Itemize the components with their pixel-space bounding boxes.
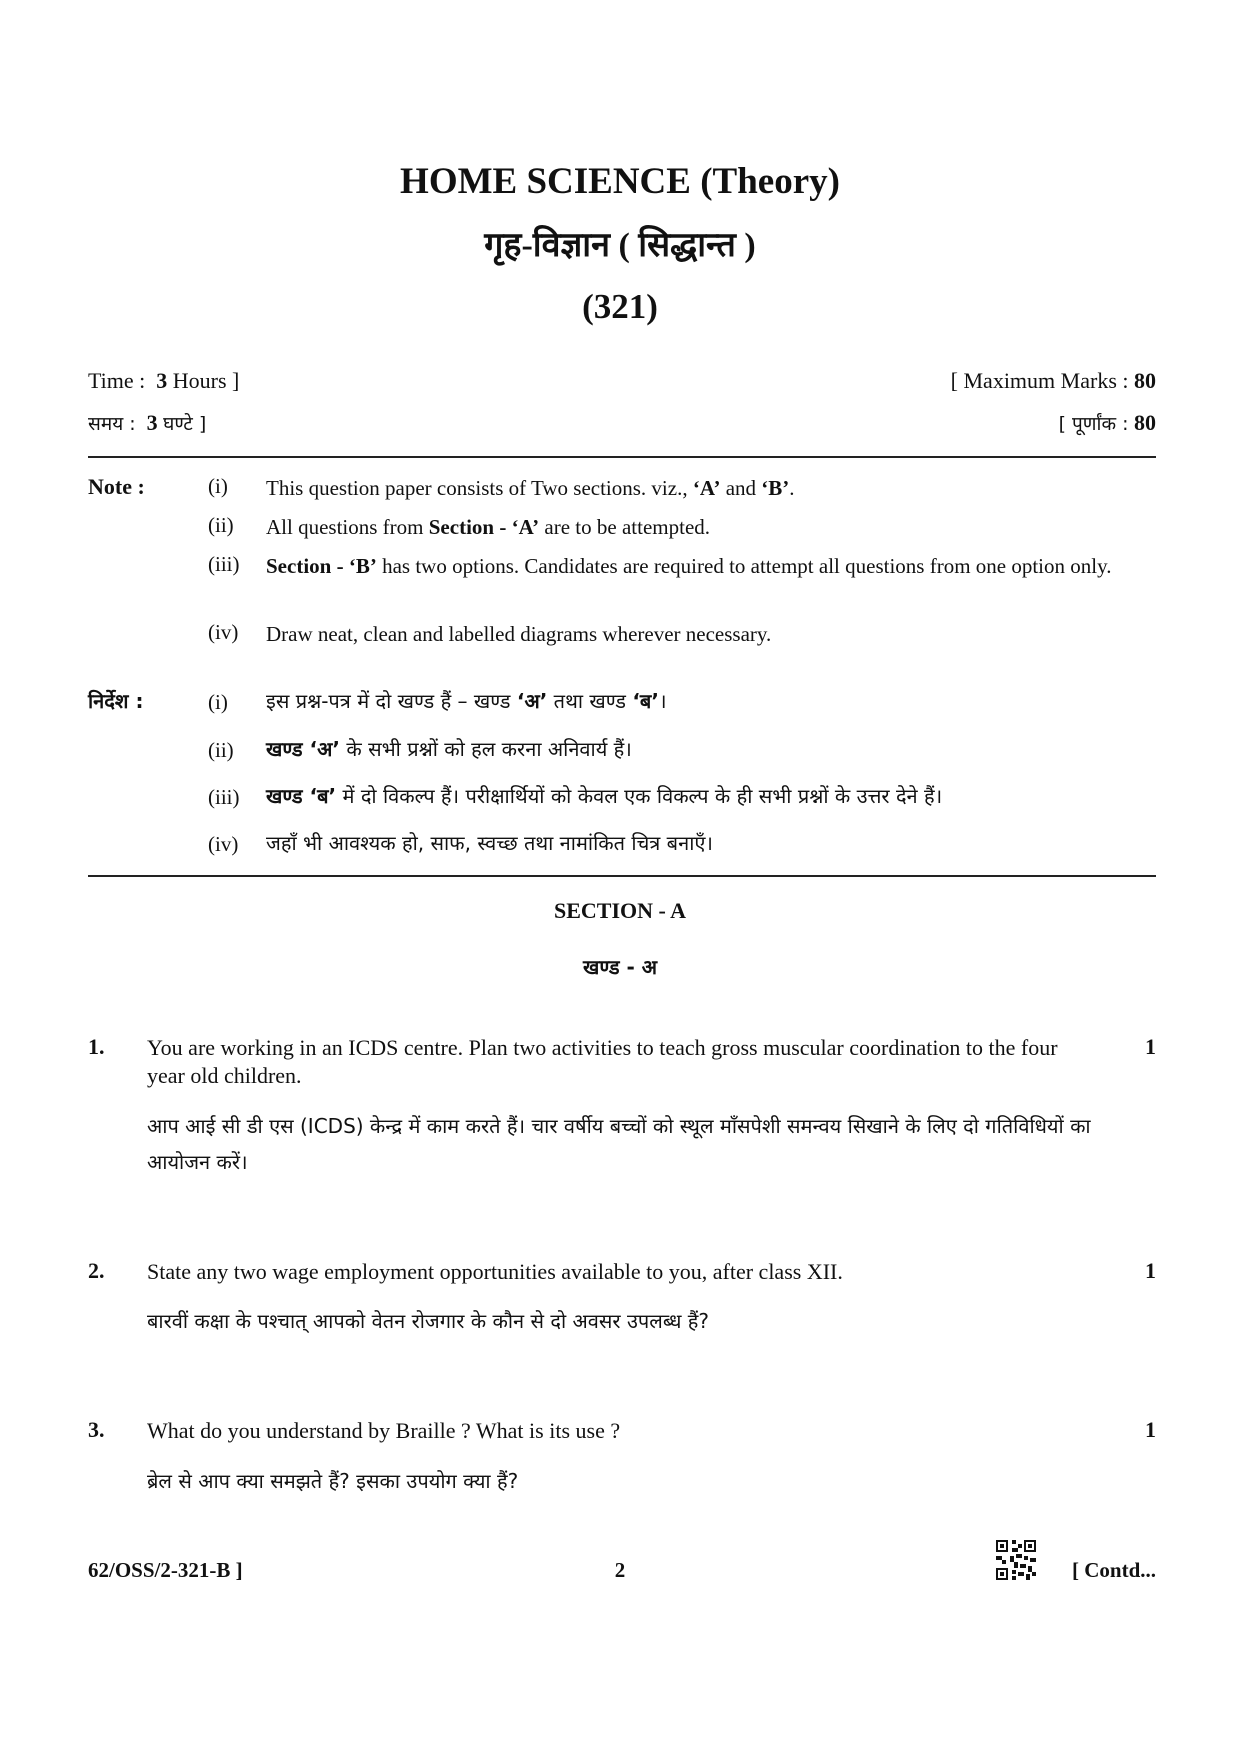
nirdesh-item: जहाँ भी आवश्यक हो, साफ, स्वच्छ तथा नामांकित चित्र बनाएँ।	[266, 831, 714, 855]
question-text-hindi: ब्रेल से आप क्या समझते हैं? इसका उपयोग क्या हैं?	[147, 1469, 519, 1493]
nirdesh-item: खण्ड ‘अ’ के सभी प्रश्नों को हल करना अनिवार्य हैं।	[266, 737, 632, 761]
note-number: (ii)	[208, 513, 234, 537]
question-marks: 1	[1145, 1258, 1156, 1283]
divider-bottom	[88, 875, 1156, 877]
paper-footer-code: 62/OSS/2-321-B ]	[88, 1558, 243, 1582]
paper-title-english: HOME SCIENCE (Theory)	[400, 161, 840, 202]
question-text-english: You are working in an ICDS centre. Plan two activities to teach gross muscular coordination to the four year old children.	[147, 1035, 1058, 1088]
section-heading-hindi: खण्ड - अ	[582, 955, 658, 979]
nirdesh-number: (iv)	[208, 832, 239, 856]
qr-code-icon	[996, 1540, 1036, 1580]
question-marks: 1	[1145, 1417, 1156, 1442]
question-number: 2.	[88, 1258, 105, 1283]
question-number: 3.	[88, 1417, 105, 1442]
time-english: Time : 3 Hours ]	[88, 368, 240, 393]
nirdesh-number: (i)	[208, 690, 228, 714]
note-item: Section - ‘B’ has two options. Candidates are required to attempt all questions from one option only.	[266, 554, 1112, 578]
question-text-hindi: आप आई सी डी एस (ICDS) केन्द्र में काम करते हैं। चार वर्षीय बच्चों को स्थूल माँसपेशी समन्वय सिखाने के लिए दो गतिविधियों का आयोजन करें।	[147, 1114, 1091, 1174]
note-item: Draw neat, clean and labelled diagrams wherever necessary.	[266, 622, 772, 646]
nirdesh-number: (iii)	[208, 785, 240, 809]
question-text-english: State any two wage employment opportunities available to you, after class XII.	[147, 1259, 843, 1284]
time-hindi: समय : 3 घण्टे ]	[88, 410, 207, 435]
question-text-english: What do you understand by Braille ? What is its use ?	[147, 1418, 621, 1443]
divider-top	[88, 456, 1156, 458]
continued-marker: [ Contd...	[1071, 1558, 1156, 1582]
max-marks-hindi: [ पूर्णांक : 80	[1058, 410, 1156, 435]
note-label: Note :	[88, 474, 145, 499]
section-heading-english: SECTION - A	[553, 898, 687, 923]
page-number: 2	[614, 1558, 626, 1582]
note-number: (i)	[208, 474, 228, 498]
nirdesh-item: इस प्रश्न-पत्र में दो खण्ड हैं – खण्ड ‘अ’ तथा खण्ड ‘ब’।	[266, 689, 667, 713]
note-item: All questions from Section - ‘A’ are to be attempted.	[266, 515, 711, 539]
question-marks: 1	[1145, 1034, 1156, 1059]
paper-code: (321)	[582, 287, 658, 326]
paper-title-hindi: गृह-विज्ञान ( सिद्धान्त )	[484, 227, 756, 264]
note-number: (iii)	[208, 552, 240, 576]
nirdesh-number: (ii)	[208, 738, 234, 762]
question-text-hindi: बारवीं कक्षा के पश्चात् आपको वेतन रोजगार के कौन से दो अवसर उपलब्ध हैं?	[147, 1309, 710, 1333]
nirdesh-label: निर्देश :	[88, 689, 144, 713]
nirdesh-item: खण्ड ‘ब’ में दो विकल्प हैं। परीक्षार्थियों को केवल एक विकल्प के ही सभी प्रश्नों के उत्तर देने हैं।	[266, 784, 943, 808]
note-number: (iv)	[208, 620, 239, 644]
note-item: This question paper consists of Two sections. viz., ‘A’ and ‘B’.	[266, 476, 795, 500]
max-marks-english: [ Maximum Marks : 80	[950, 368, 1156, 393]
question-number: 1.	[88, 1034, 105, 1059]
